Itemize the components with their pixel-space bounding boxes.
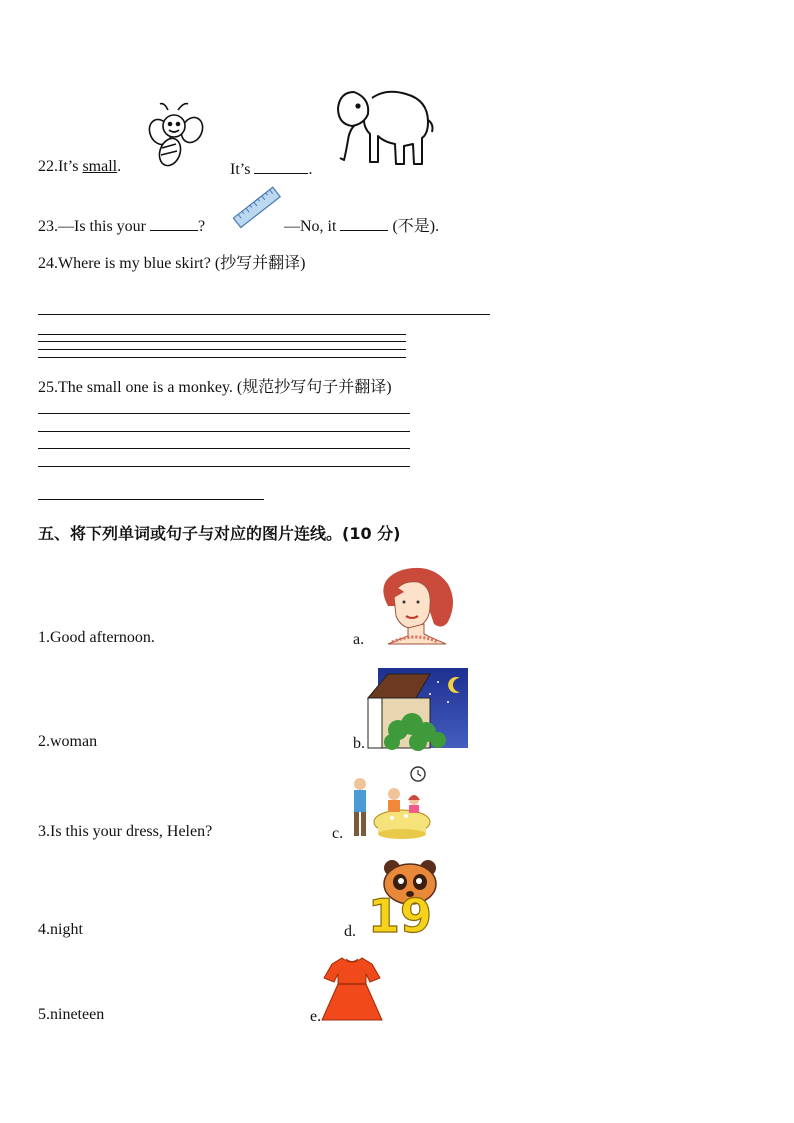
match-item-3[interactable]: 3.Is this your dress, Helen?: [38, 823, 213, 840]
question-24: 24.Where is my blue skirt? (抄写并翻译): [38, 255, 306, 272]
answer-line[interactable]: [38, 341, 406, 342]
question-23: 23.—Is this your ?: [38, 214, 205, 237]
match-letter-b[interactable]: b.: [353, 735, 365, 752]
bee-icon: [146, 100, 206, 172]
ruler-icon: [232, 186, 280, 230]
answer-line[interactable]: [38, 413, 410, 414]
match-item-1[interactable]: 1.Good afternoon.: [38, 629, 155, 646]
answer-line[interactable]: [38, 314, 490, 315]
match-item-4[interactable]: 4.night: [38, 921, 83, 938]
match-item-2[interactable]: 2.woman: [38, 733, 98, 750]
match-letter-e[interactable]: e.: [310, 1008, 322, 1025]
match-letter-c[interactable]: c.: [332, 825, 344, 842]
elephant-icon: [334, 84, 434, 170]
answer-line[interactable]: [38, 448, 410, 449]
answer-line[interactable]: [38, 466, 410, 467]
match-letter-a[interactable]: a.: [353, 631, 365, 648]
answer-line[interactable]: [38, 334, 406, 335]
answer-blank[interactable]: [254, 157, 308, 174]
answer-line[interactable]: [38, 431, 410, 432]
panda-number: 19: [368, 889, 433, 943]
underlined-word: small: [82, 158, 118, 175]
panda-nineteen-icon: [366, 860, 456, 943]
answer-line[interactable]: [38, 499, 264, 500]
answer-line[interactable]: [38, 357, 406, 358]
match-item-5[interactable]: 5.nineteen: [38, 1006, 105, 1023]
match-letter-d[interactable]: d.: [344, 923, 356, 940]
red-dress-icon: [322, 956, 382, 1022]
question-23-answer: —No, it (不是).: [284, 214, 439, 237]
section-title: 五、将下列单词或句子与对应的图片连线。(10 分): [38, 524, 401, 543]
question-22-answer: It’s .: [230, 157, 312, 180]
answer-blank[interactable]: [150, 214, 198, 231]
woman-face-icon: [368, 566, 456, 644]
answer-line[interactable]: [38, 349, 406, 350]
question-22: 22.It’s small.: [38, 158, 122, 175]
question-25: 25.The small one is a monkey. (规范抄写句子并翻译): [38, 379, 392, 396]
night-house-icon: [368, 668, 468, 748]
answer-blank[interactable]: [340, 214, 388, 231]
family-tea-icon: [348, 764, 432, 840]
